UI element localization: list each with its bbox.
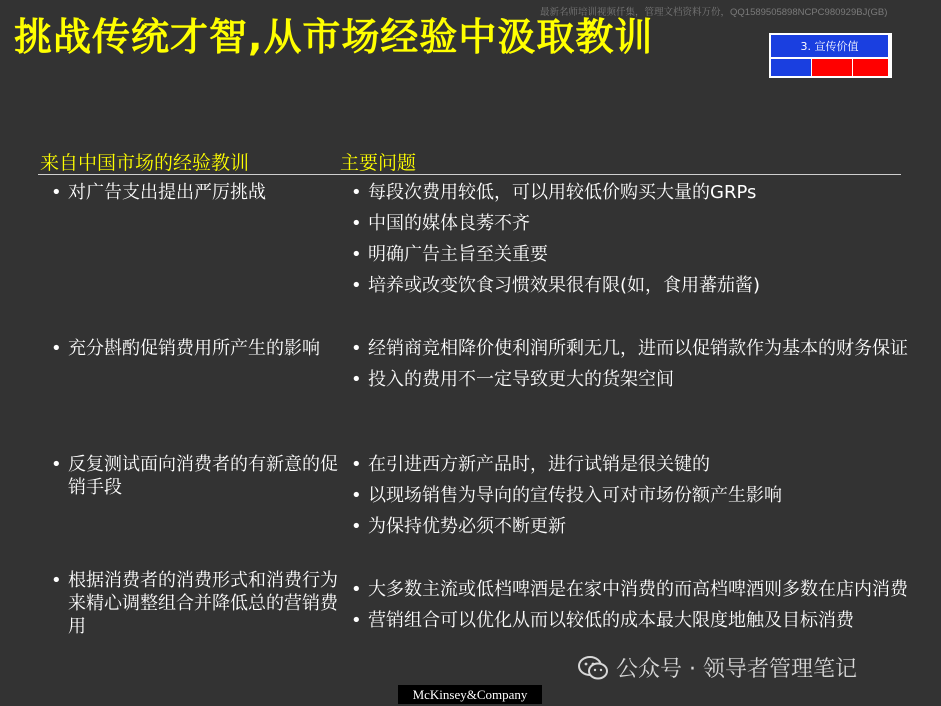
column-header-lessons: 来自中国市场的经验教训	[40, 152, 250, 174]
lesson-item: • 充分斟酌促销费用所产生的影响	[48, 337, 353, 360]
wechat-icon	[578, 655, 608, 681]
header-divider	[38, 174, 901, 175]
wechat-watermark	[578, 652, 857, 683]
section-tag	[769, 33, 892, 78]
tag-segment-red-1	[812, 59, 852, 76]
issue-item: • 大多数主流或低档啤酒是在家中消费的而高档啤酒则多数在店内消费	[348, 578, 908, 601]
issue-item: • 培养或改变饮食习惯效果很有限(如，食用蕃茄酱)	[348, 274, 908, 297]
issue-list	[348, 578, 908, 640]
issue-list	[348, 453, 908, 546]
issue-item: • 以现场销售为导向的宣传投入可对市场份额产生影响	[348, 484, 908, 507]
issue-item: • 在引进西方新产品时，进行试销是很关键的	[348, 453, 908, 476]
column-header-issues: 主要问题	[340, 152, 417, 174]
wechat-account-label: 公众号 · 领导者管理笔记	[616, 657, 857, 682]
page-title: 挑战传统才智,从市场经验中汲取教训	[14, 15, 654, 59]
lesson-item: • 反复测试面向消费者的有新意的促销手段	[48, 453, 353, 499]
section-tag-label: 3. 宣传价值	[771, 35, 888, 57]
issue-item: • 为保持优势必须不断更新	[348, 515, 908, 538]
lesson-item: • 根据消费者的消费形式和消费行为来精心调整组合并降低总的营销费用	[48, 569, 353, 638]
issue-item: • 经销商竞相降价使利润所剩无几，进而以促销款作为基本的财务保证	[348, 337, 908, 360]
watermark-text: 最新名师培训视频仟集，管理文档资料万份，QQ1589505898NCPC980929BJ(GB)	[540, 7, 888, 18]
tag-segment-red-2	[853, 59, 888, 76]
tag-segment-blue	[771, 59, 811, 76]
issue-list	[348, 337, 908, 399]
issue-item: • 营销组合可以优化从而以较低的成本最大限度地触及目标消费	[348, 609, 908, 632]
mckinsey-logo: McKinsey&Company	[398, 685, 542, 704]
issue-list	[348, 181, 908, 305]
issue-item: • 投入的费用不一定导致更大的货架空间	[348, 368, 908, 391]
issue-item: • 中国的媒体良莠不齐	[348, 212, 908, 235]
issue-item: • 每段次费用较低，可以用较低价购买大量的GRPs	[348, 181, 908, 204]
issue-item: • 明确广告主旨至关重要	[348, 243, 908, 266]
lesson-item: • 对广告支出提出严厉挑战	[48, 181, 353, 204]
